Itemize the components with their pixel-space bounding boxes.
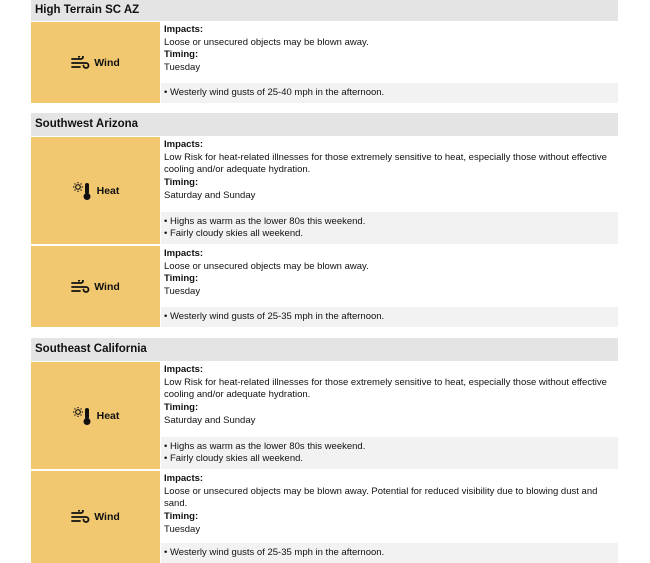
impacts-label: Impacts:	[164, 364, 204, 375]
hazard-row	[31, 246, 618, 327]
detail-item: • Fairly cloudy skies all weekend.	[164, 453, 610, 466]
timing-label: Timing:	[164, 49, 199, 61]
hazard-cell	[31, 362, 160, 469]
detail-item: • Fairly cloudy skies all weekend.	[164, 228, 610, 241]
impacts-text: Loose or unsecured objects may be blown away.	[164, 260, 369, 272]
impacts-label: Impacts:	[164, 139, 204, 150]
details-box	[161, 83, 618, 103]
hazard-info	[161, 246, 618, 327]
region-title: High Terrain SC AZ	[35, 4, 140, 16]
region-header	[31, 338, 618, 361]
region-title: Southwest Arizona	[35, 118, 139, 130]
impacts-text: Low Risk for heat-related illnesses for those extremely sensitive to heat, especially those without effective cooling and/or adequate hydration.	[164, 151, 607, 176]
timing-text: Saturday and Sunday	[164, 189, 256, 201]
hazard-label: Heat	[96, 409, 120, 422]
impacts-label: Impacts:	[164, 248, 204, 259]
impacts-label: Impacts:	[164, 473, 204, 484]
detail-item: • Highs as warm as the lower 80s this weekend.	[164, 216, 610, 229]
hazard-info	[161, 22, 618, 103]
impacts-text: Loose or unsecured objects may be blown away.	[164, 36, 369, 48]
impacts-text: Loose or unsecured objects may be blown away. Potential for reduced visibility due to blowing dust and sand.	[164, 485, 598, 510]
hazard-info	[161, 137, 618, 244]
hazard-row	[31, 362, 618, 469]
heat-thermometer-icon	[72, 181, 94, 201]
timing-text: Tuesday	[164, 523, 201, 535]
region-header	[31, 113, 618, 136]
hazard-row	[31, 471, 618, 563]
hazard-cell	[31, 137, 160, 244]
hazard-label: Heat	[96, 184, 120, 197]
wind-icon	[71, 510, 91, 524]
hazard-info	[161, 471, 618, 563]
details-box	[161, 212, 618, 244]
hazard-cell	[31, 22, 160, 103]
timing-label: Timing:	[164, 402, 199, 414]
timing-text: Tuesday	[164, 62, 201, 74]
hazard-label: Wind	[94, 56, 120, 69]
detail-item: • Highs as warm as the lower 80s this weekend.	[164, 441, 610, 454]
timing-text: Saturday and Sunday	[164, 414, 256, 426]
timing-label: Timing:	[164, 177, 199, 189]
impacts-label: Impacts:	[164, 24, 204, 35]
hazard-cell	[31, 246, 160, 327]
details-box	[161, 307, 618, 327]
hazard-label: Wind	[94, 511, 120, 523]
hazard-label: Wind	[94, 280, 120, 293]
detail-item: • Westerly wind gusts of 25-35 mph in the afternoon.	[164, 311, 610, 324]
hazard-info	[161, 362, 618, 469]
hazard-row	[31, 137, 618, 244]
region-header	[31, 0, 618, 21]
timing-text: Tuesday	[164, 286, 201, 298]
region-title: Southeast California	[35, 343, 147, 355]
wind-icon	[71, 56, 91, 70]
wind-icon	[71, 280, 91, 294]
details-box	[161, 437, 618, 469]
details-box	[161, 543, 618, 563]
detail-item: • Westerly wind gusts of 25-35 mph in the afternoon.	[164, 547, 610, 560]
impacts-text: Low Risk for heat-related illnesses for those extremely sensitive to heat, especially those without effective cooling and/or adequate hydration.	[164, 376, 607, 401]
detail-item: • Westerly wind gusts of 25-40 mph in the afternoon.	[164, 87, 610, 100]
heat-thermometer-icon	[72, 406, 94, 426]
timing-label: Timing:	[164, 273, 199, 285]
timing-label: Timing:	[164, 511, 199, 523]
hazard-row	[31, 22, 618, 103]
hazard-cell	[31, 471, 160, 563]
